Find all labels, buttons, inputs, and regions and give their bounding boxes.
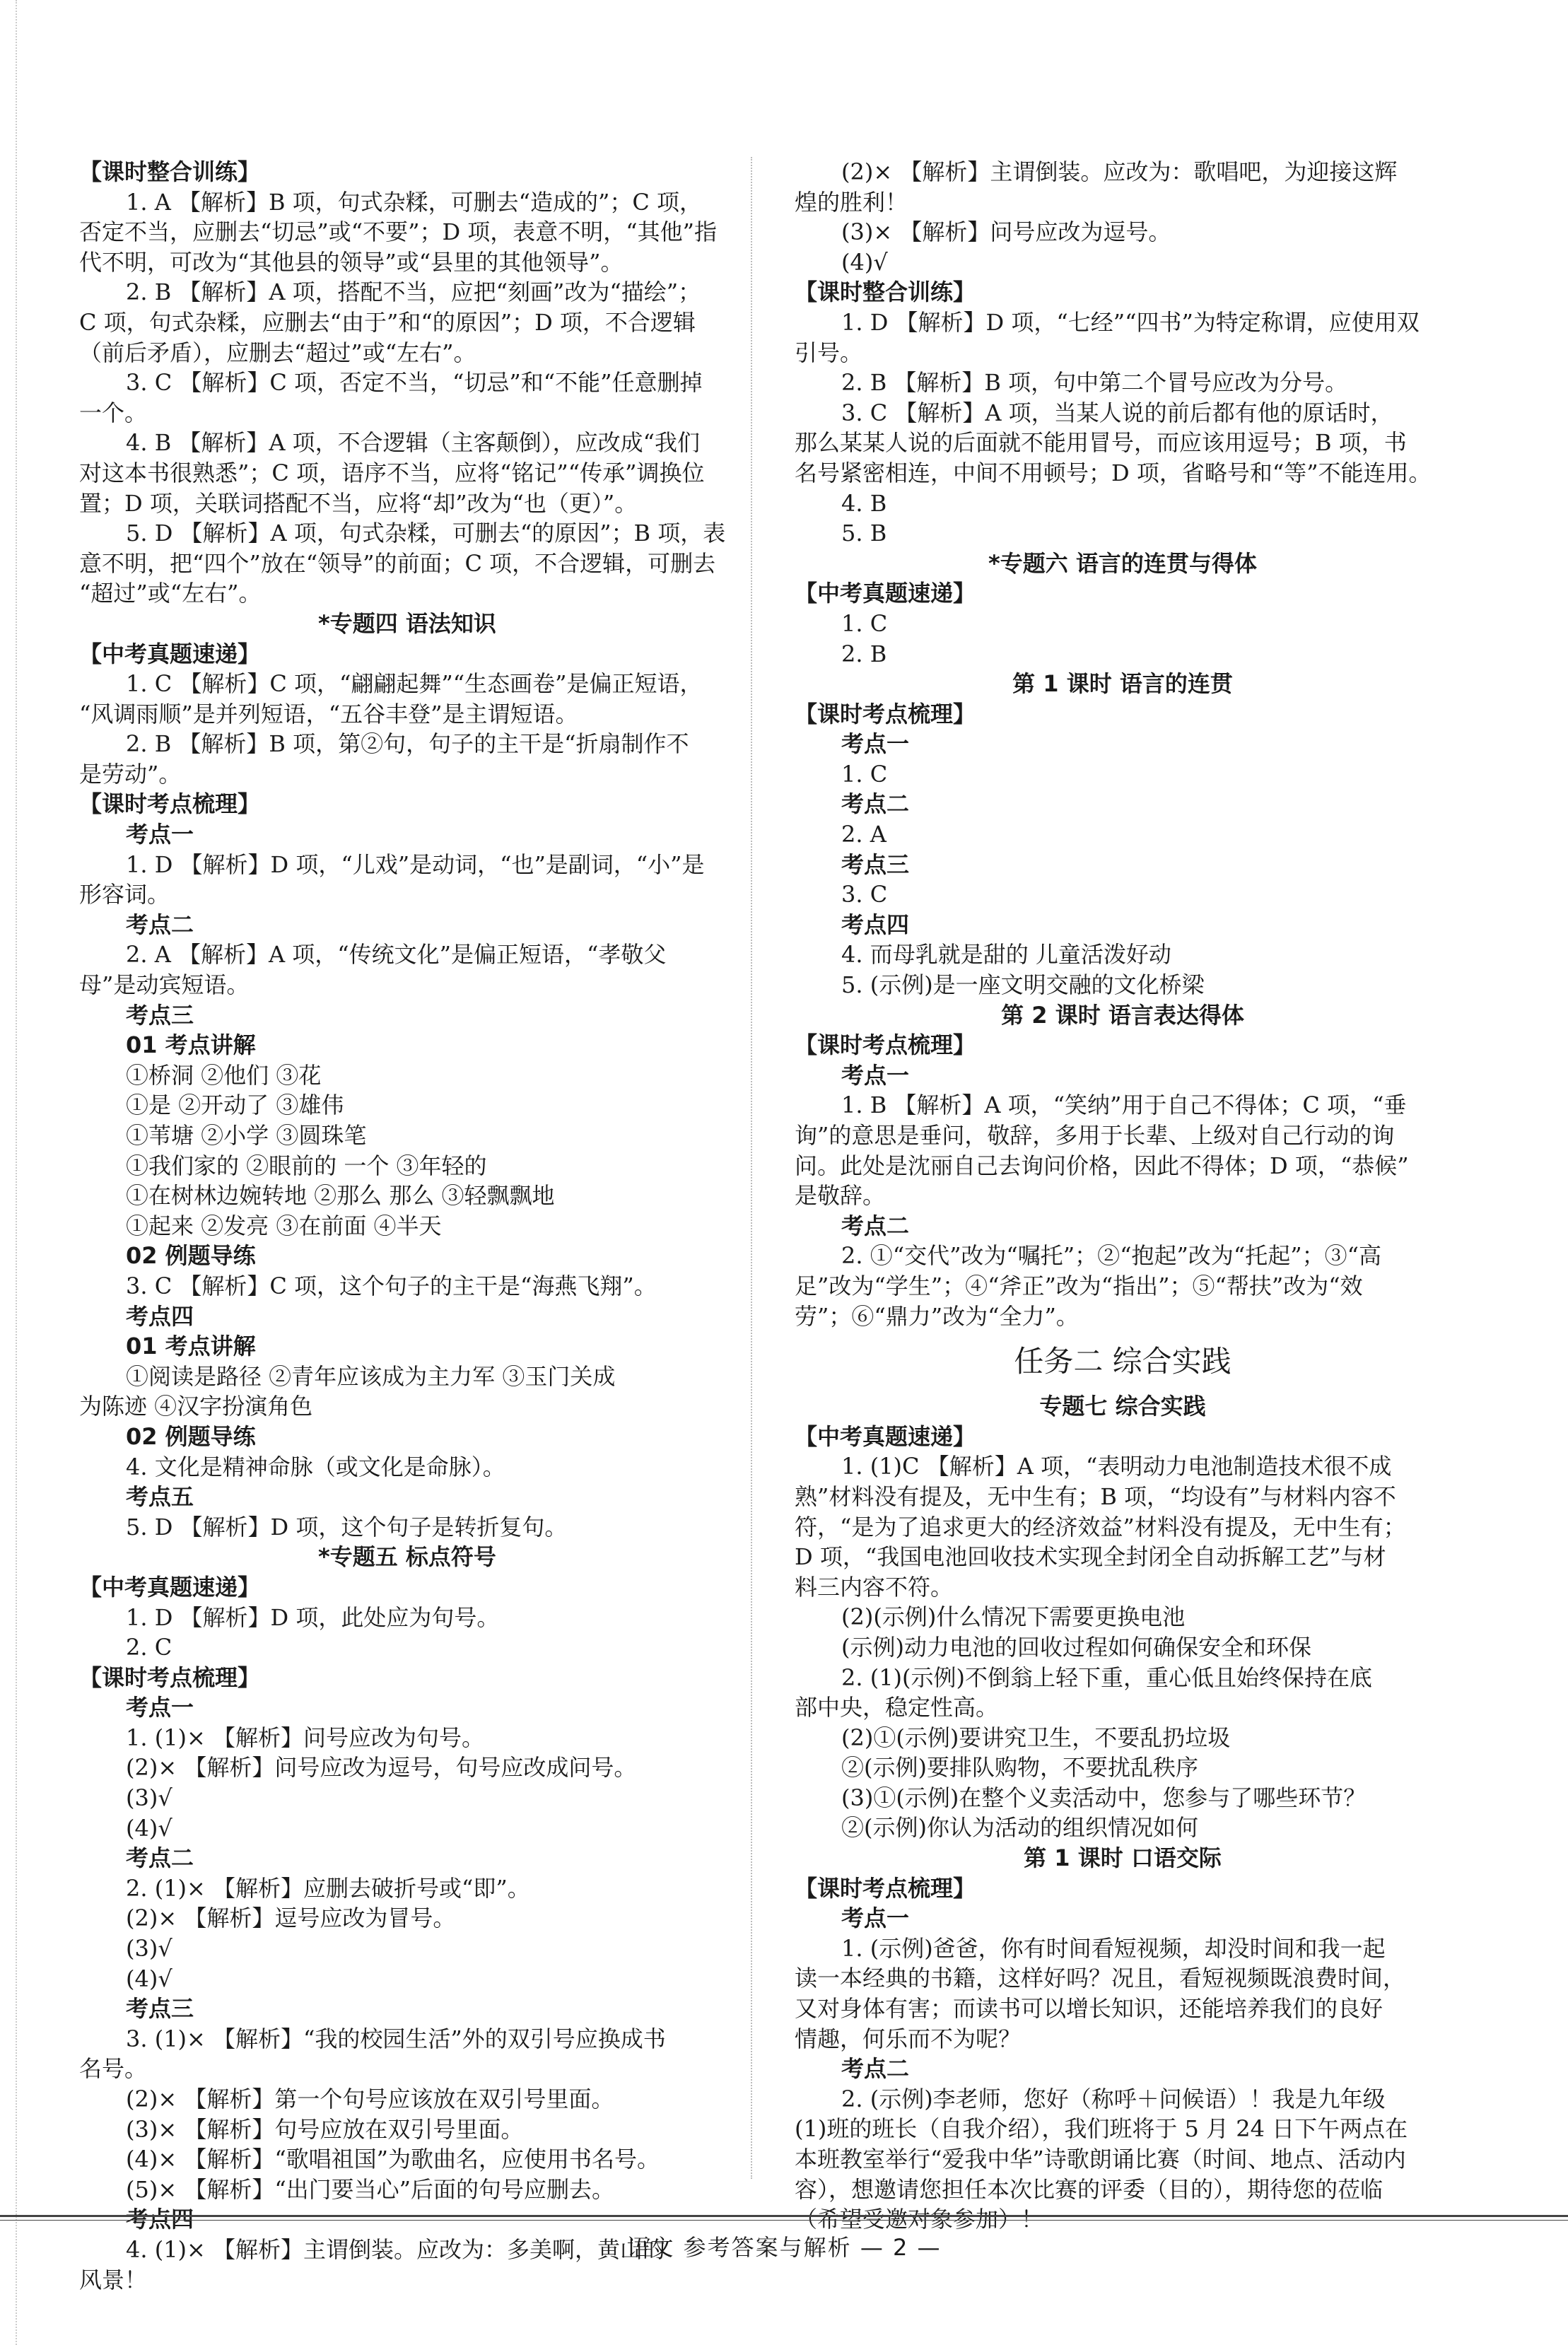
text-line: 一个。 <box>79 399 148 426</box>
text-line: 问。此处是沈丽自己去询问价格，因此不得体；D 项，“恭候” <box>795 1152 1409 1179</box>
text-line: 形容词。 <box>79 881 170 908</box>
text-line: 熟”材料没有提及，无中生有；B 项，“均设有”与材料内容不 <box>795 1483 1396 1510</box>
text-line: “超过”或“左右”。 <box>79 580 262 607</box>
subsection-heading: 【中考真题速递】 <box>79 1573 261 1601</box>
text-line: 4. (1)× 【解析】主谓倒装。应改为：多美啊，黄山的 <box>126 2235 666 2263</box>
text-line: 引号。 <box>795 339 863 366</box>
text-line: 1. D 【解析】D 项，“儿戏”是动词，“也”是副词，“小”是 <box>126 850 705 878</box>
text-line: 为陈迹 ④汉字扮演角色 <box>79 1393 313 1420</box>
text-line: 1. D 【解析】D 项，“七经”“四书”为特定称谓，应使用双 <box>841 308 1420 336</box>
text-line: 本班教室举行“爱我中华”诗歌朗诵比赛（时间、地点、活动内 <box>795 2146 1406 2173</box>
text-line: (4)√ <box>841 248 888 276</box>
text-line: 3. (1)× 【解析】“我的校园生活”外的双引号应换成书 <box>126 2025 666 2052</box>
text-line: ①桥洞 ②他们 ③花 <box>126 1061 322 1089</box>
text-line: (3)①(示例)在整个义卖活动中，您参与了哪些环节？ <box>841 1784 1367 1811</box>
subsection-heading: 【课时考点梳理】 <box>795 700 976 727</box>
text-line: 5. (示例)是一座文明交融的文化桥梁 <box>841 971 1205 999</box>
text-line: 1. C <box>841 609 888 637</box>
text-line: (2)× 【解析】问号应改为逗号，句号应改成问号。 <box>126 1754 637 1782</box>
text-line: ①阅读是路径 ②青年应该成为主力军 ③玉门关成 <box>126 1362 616 1390</box>
subsection-heading: 【中考真题速递】 <box>79 640 261 667</box>
kaodian-label: 考点二 <box>126 911 194 938</box>
text-line: 2. (1)× 【解析】应删去破折号或“即”。 <box>126 1874 530 1902</box>
text-line: 2. (示例)李老师，您好（称呼＋问候语）！我是九年级 <box>841 2085 1386 2112</box>
text-line: ①是 ②开动了 ③雄伟 <box>126 1092 344 1119</box>
text-line: (2)①(示例)要讲究卫生，不要乱扔垃圾 <box>841 1724 1231 1751</box>
text-line: 对这本书很熟悉”；C 项，语序不当，应将“铭记”“传承”调换位 <box>79 459 705 486</box>
text-line: 名号。 <box>79 2055 148 2083</box>
footer-rule-thin <box>0 2220 1568 2221</box>
text-line: 1. (1)C 【解析】A 项，“表明动力电池制造技术很不成 <box>841 1453 1392 1480</box>
text-line: 1. C <box>841 760 888 788</box>
text-line: ②(示例)要排队购物，不要扰乱秩序 <box>841 1754 1198 1782</box>
text-line: ①在树林边婉转地 ②那么 那么 ③轻飘飘地 <box>126 1182 555 1210</box>
text-line: 3. C 【解析】C 项，这个句子的主干是“海燕飞翔”。 <box>126 1272 657 1299</box>
text-line: ②(示例)你认为活动的组织情况如何 <box>841 1814 1198 1842</box>
text-line: 读一本经典的书籍，这样好吗？况且，看短视频既浪费时间， <box>795 1965 1406 1992</box>
text-line: 4. 而母乳就是甜的 儿童活泼好动 <box>841 941 1171 969</box>
text-line: 符，“是为了追求更大的经济效益”材料没有提及，无中生有； <box>795 1513 1406 1540</box>
text-line: 置；D 项，关联词搭配不当，应将“却”改为“也（更）”。 <box>79 489 638 517</box>
text-line: 劳”；⑥“鼎力”改为“全力”。 <box>795 1302 1079 1330</box>
kaodian-label: 考点一 <box>126 821 194 848</box>
task-heading: 任务二 综合实践 <box>1014 1344 1231 1379</box>
text-line: 4. 文化是精神命脉（或文化是命脉）。 <box>126 1453 505 1480</box>
subsection-heading: 【课时整合训练】 <box>79 158 261 185</box>
text-line: 5. B <box>841 520 887 547</box>
text-line: ①我们家的 ②眼前的 一个 ③年轻的 <box>126 1152 487 1179</box>
text-line: 那么某某人说的后面就不能用冒号，而应该用逗号；B 项，书 <box>795 429 1407 457</box>
text-line: (2)× 【解析】主谓倒装。应改为：歌唱吧，为迎接这辉 <box>841 158 1398 185</box>
text-line: (4)√ <box>126 1814 172 1842</box>
section-heading: *专题四 语法知识 <box>318 609 496 637</box>
kaodian-label: 02 例题导练 <box>126 1422 256 1450</box>
text-line: 煌的胜利！ <box>795 188 908 216</box>
subsection-heading: 【课时整合训练】 <box>795 279 976 306</box>
text-line: 料三内容不符。 <box>795 1573 954 1601</box>
text-line: 1. (示例)爸爸，你有时间看短视频，却没时间和我一起 <box>841 1934 1386 1962</box>
text-line: 2. A <box>841 821 887 848</box>
kaodian-label: 考点二 <box>841 2055 910 2083</box>
section-heading: 第 2 课时 语言表达得体 <box>1001 1001 1244 1029</box>
text-line: 2. C <box>126 1634 172 1661</box>
subsection-heading: 【课时考点梳理】 <box>79 790 261 818</box>
section-heading: 第 1 课时 口语交际 <box>1024 1844 1222 1872</box>
text-line: 2. ①“交代”改为“嘱托”；②“抱起”改为“托起”；③“高 <box>841 1242 1381 1270</box>
footer-rule <box>0 2215 1568 2217</box>
left-column <box>79 157 735 2295</box>
text-line: (2)× 【解析】逗号应改为冒号。 <box>126 1905 456 1932</box>
section-heading: 专题七 综合实践 <box>1039 1393 1206 1420</box>
kaodian-label: 考点五 <box>126 1483 194 1511</box>
text-line: 风景！ <box>79 2266 148 2293</box>
kaodian-label: 考点二 <box>841 1212 910 1239</box>
text-line: 1. B 【解析】A 项，“笑纳”用于自己不得体；C 项，“垂 <box>841 1092 1407 1119</box>
text-line: D 项，“我国电池回收技术实现全封闭全自动拆解工艺”与材 <box>795 1543 1386 1571</box>
text-line: (3)√ <box>126 1935 172 1963</box>
kaodian-label: 02 例题导练 <box>126 1242 256 1270</box>
text-line: (3)× 【解析】句号应放在双引号里面。 <box>126 2115 524 2143</box>
text-line: (5)× 【解析】“出门要当心”后面的句号应删去。 <box>126 2175 615 2203</box>
column-divider <box>751 157 752 2179</box>
kaodian-label: 考点三 <box>126 1001 194 1029</box>
text-line: 5. D 【解析】A 项，句式杂糅，可删去“的原因”；B 项，表 <box>126 520 726 547</box>
text-line: 3. C <box>841 881 888 908</box>
text-line: (3)× 【解析】问号应改为逗号。 <box>841 218 1171 246</box>
kaodian-label: 考点四 <box>841 911 910 938</box>
text-line: 足”改为“学生”；④“斧正”改为“指出”；⑤“帮扶”改为“效 <box>795 1272 1363 1299</box>
kaodian-label: 考点一 <box>841 1905 910 1932</box>
text-line: 是劳动”。 <box>79 760 182 788</box>
text-line: 4. B 【解析】A 项，不合逻辑（主客颠倒），应改成“我们 <box>126 429 701 457</box>
text-line: (4)× 【解析】“歌唱祖国”为歌曲名，应使用书名号。 <box>126 2146 660 2173</box>
kaodian-label: 考点二 <box>126 1844 194 1872</box>
text-line: 1. C 【解析】C 项，“翩翩起舞”“生态画卷”是偏正短语， <box>126 670 703 698</box>
text-line: C 项，句式杂糅，应删去“由于”和“的原因”；D 项，不合逻辑 <box>79 308 696 336</box>
text-line: 4. B <box>841 489 887 517</box>
text-line: (2)(示例)什么情况下需要更换电池 <box>841 1603 1186 1631</box>
text-line: 2. B 【解析】B 项，第②句，句子的主干是“折扇制作不 <box>126 730 689 758</box>
text-line: 意不明，把“四个”放在“领导”的前面；C 项，不合逻辑，可删去 <box>79 549 716 577</box>
text-line: 母”是动宾短语。 <box>79 971 250 999</box>
right-column <box>795 157 1451 2235</box>
text-line: 否定不当，应删去“切忌”或“不要”；D 项，表意不明，“其他”指 <box>79 218 717 246</box>
subsection-heading: 【中考真题速递】 <box>795 580 976 607</box>
text-line: 情趣，何乐而不为呢？ <box>795 2025 1022 2052</box>
section-heading: *专题六 语言的连贯与得体 <box>988 549 1257 577</box>
text-line: (1)班的班长（自我介绍），我们班将于 5 月 24 日下午两点在 <box>795 2115 1408 2143</box>
subsection-heading: 【课时考点梳理】 <box>795 1031 976 1059</box>
kaodian-label: 考点三 <box>841 850 910 878</box>
text-line: 1. D 【解析】D 项，此处应为句号。 <box>126 1603 500 1631</box>
text-line: 1. A 【解析】B 项，句式杂糅，可删去“造成的”；C 项， <box>126 188 703 216</box>
kaodian-label: 考点一 <box>841 730 910 758</box>
binding-margin <box>16 0 17 2345</box>
kaodian-label: 01 考点讲解 <box>126 1031 256 1059</box>
page-footer: 语文 参考答案与解析 — 2 — <box>626 2234 942 2261</box>
text-line: 询”的意思是垂问，敬辞，多用于长辈、上级对自己行动的询 <box>795 1122 1395 1149</box>
text-line: 2. A 【解析】A 项，“传统文化”是偏正短语，“孝敬父 <box>126 941 667 969</box>
subsection-heading: 【课时考点梳理】 <box>79 1663 261 1691</box>
subsection-heading: 【课时考点梳理】 <box>795 1874 976 1902</box>
section-heading: *专题五 标点符号 <box>318 1543 496 1571</box>
text-line: (3)√ <box>126 1784 172 1812</box>
kaodian-label: 考点一 <box>126 1694 194 1721</box>
text-line: 又对身体有害；而读书可以增长知识，还能培养我们的良好 <box>795 1995 1383 2023</box>
text-line: 2. B <box>841 640 887 667</box>
text-line: ①起来 ②发亮 ③在前面 ④半天 <box>126 1212 442 1239</box>
text-line: 部中央，稳定性高。 <box>795 1694 999 1721</box>
text-line: (4)√ <box>126 1965 172 1992</box>
kaodian-label: 考点三 <box>126 1995 194 2023</box>
text-line: 是敬辞。 <box>795 1182 886 1210</box>
kaodian-label: 考点一 <box>841 1061 910 1089</box>
text-line: (2)× 【解析】第一个句号应该放在双引号里面。 <box>126 2086 614 2112</box>
subsection-heading: 【中考真题速递】 <box>795 1422 976 1450</box>
text-line: 代不明，可改为“其他县的领导”或“县里的其他领导”。 <box>79 248 624 276</box>
text-line: 2. B 【解析】B 项，句中第二个冒号应改为分号。 <box>841 369 1348 397</box>
text-line: ①苇塘 ②小学 ③圆珠笔 <box>126 1122 367 1149</box>
text-line: 1. (1)× 【解析】问号应改为句号。 <box>126 1724 485 1751</box>
section-heading: 第 1 课时 语言的连贯 <box>1012 670 1233 698</box>
text-line: 3. C 【解析】C 项，否定不当，“切忌”和“不能”任意删掉 <box>126 369 703 397</box>
kaodian-label: 考点二 <box>841 790 910 818</box>
text-line: 3. C 【解析】A 项，当某人说的前后都有他的原话时， <box>841 399 1393 426</box>
text-line: （前后矛盾），应删去“超过”或“左右”。 <box>79 339 476 366</box>
text-line: 容），想邀请您担任本次比赛的评委（目的），期待您的莅临 <box>795 2175 1383 2203</box>
text-line: (示例)动力电池的回收过程如何确保安全和环保 <box>841 1633 1311 1661</box>
kaodian-label: 01 考点讲解 <box>126 1333 256 1360</box>
kaodian-label: 考点四 <box>126 1302 194 1330</box>
text-line: 5. D 【解析】D 项，这个句子是转折复句。 <box>126 1513 568 1540</box>
text-line: 2. B 【解析】A 项，搭配不当，应把“刻画”改为“描绘”； <box>126 279 701 306</box>
text-line: “风调雨顺”是并列短语，“五谷丰登”是主谓短语。 <box>79 700 578 727</box>
text-line: 名号紧密相连，中间不用顿号；D 项，省略号和“等”不能连用。 <box>795 459 1432 486</box>
text-line: 2. (1)(示例)不倒翁上轻下重，重心低且始终保持在底 <box>841 1663 1373 1691</box>
